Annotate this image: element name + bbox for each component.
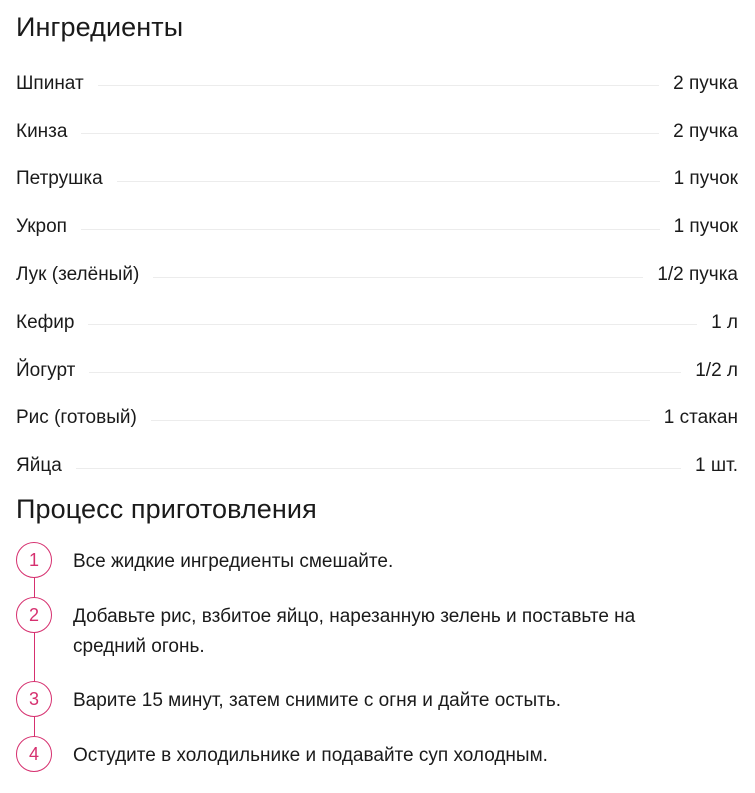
step-number-badge: 2	[16, 597, 52, 633]
step-text: Остудите в холодильнике и подавайте суп холодным.	[73, 745, 548, 766]
ingredient-row	[16, 156, 738, 204]
process-title: Процесс приготовления	[16, 494, 317, 524]
ingredient-row	[16, 108, 738, 156]
ingredient-row	[16, 60, 738, 108]
ingredient-quantity: 1 л	[711, 311, 738, 333]
ingredient-divider	[88, 324, 697, 325]
ingredient-row	[16, 203, 738, 251]
step-number-badge: 3	[16, 681, 52, 717]
ingredient-divider	[117, 181, 660, 182]
ingredient-quantity: 1/2 пучка	[657, 264, 738, 286]
step-number-badge: 4	[16, 736, 52, 772]
ingredient-name: Лук (зелёный)	[16, 264, 140, 286]
ingredient-name: Кефир	[16, 311, 75, 333]
process-steps	[16, 540, 738, 790]
ingredient-name: Петрушка	[16, 168, 103, 190]
ingredient-quantity: 1 пучок	[673, 168, 738, 190]
ingredient-name: Йогурт	[16, 359, 76, 381]
ingredients-title: Ингредиенты	[16, 12, 184, 42]
ingredient-quantity: 2 пучка	[673, 72, 738, 94]
ingredient-name: Укроп	[16, 216, 67, 238]
ingredient-divider	[151, 420, 650, 421]
ingredient-quantity: 1/2 л	[695, 359, 738, 381]
ingredient-quantity: 1 стакан	[663, 407, 738, 429]
ingredient-name: Яйца	[16, 455, 62, 477]
ingredient-name: Кинза	[16, 120, 68, 142]
ingredient-row	[16, 442, 738, 490]
ingredient-row	[16, 395, 738, 443]
step-text: Варите 15 минут, затем снимите с огня и дайте остыть.	[73, 690, 561, 711]
ingredient-divider	[81, 229, 660, 230]
ingredient-divider	[89, 372, 681, 373]
ingredient-row	[16, 299, 738, 347]
ingredient-row	[16, 251, 738, 299]
step-number-badge: 1	[16, 542, 52, 578]
ingredient-divider	[76, 468, 681, 469]
ingredient-divider	[153, 277, 643, 278]
ingredient-quantity: 2 пучка	[673, 120, 738, 142]
ingredient-quantity: 1 пучок	[673, 216, 738, 238]
step-text: Все жидкие ингредиенты смешайте.	[73, 551, 394, 572]
ingredient-name: Рис (готовый)	[16, 407, 137, 429]
ingredient-row	[16, 347, 738, 395]
ingredient-divider	[98, 85, 659, 86]
ingredient-quantity: 1 шт.	[695, 455, 738, 477]
steps-timeline-line	[34, 560, 35, 756]
ingredients-list	[16, 60, 738, 490]
step-text: Добавьте рис, взбитое яйцо, нарезанную зелень и поставьте на средний огонь.	[73, 606, 636, 657]
ingredient-name: Шпинат	[16, 72, 84, 94]
ingredient-divider	[81, 133, 659, 134]
